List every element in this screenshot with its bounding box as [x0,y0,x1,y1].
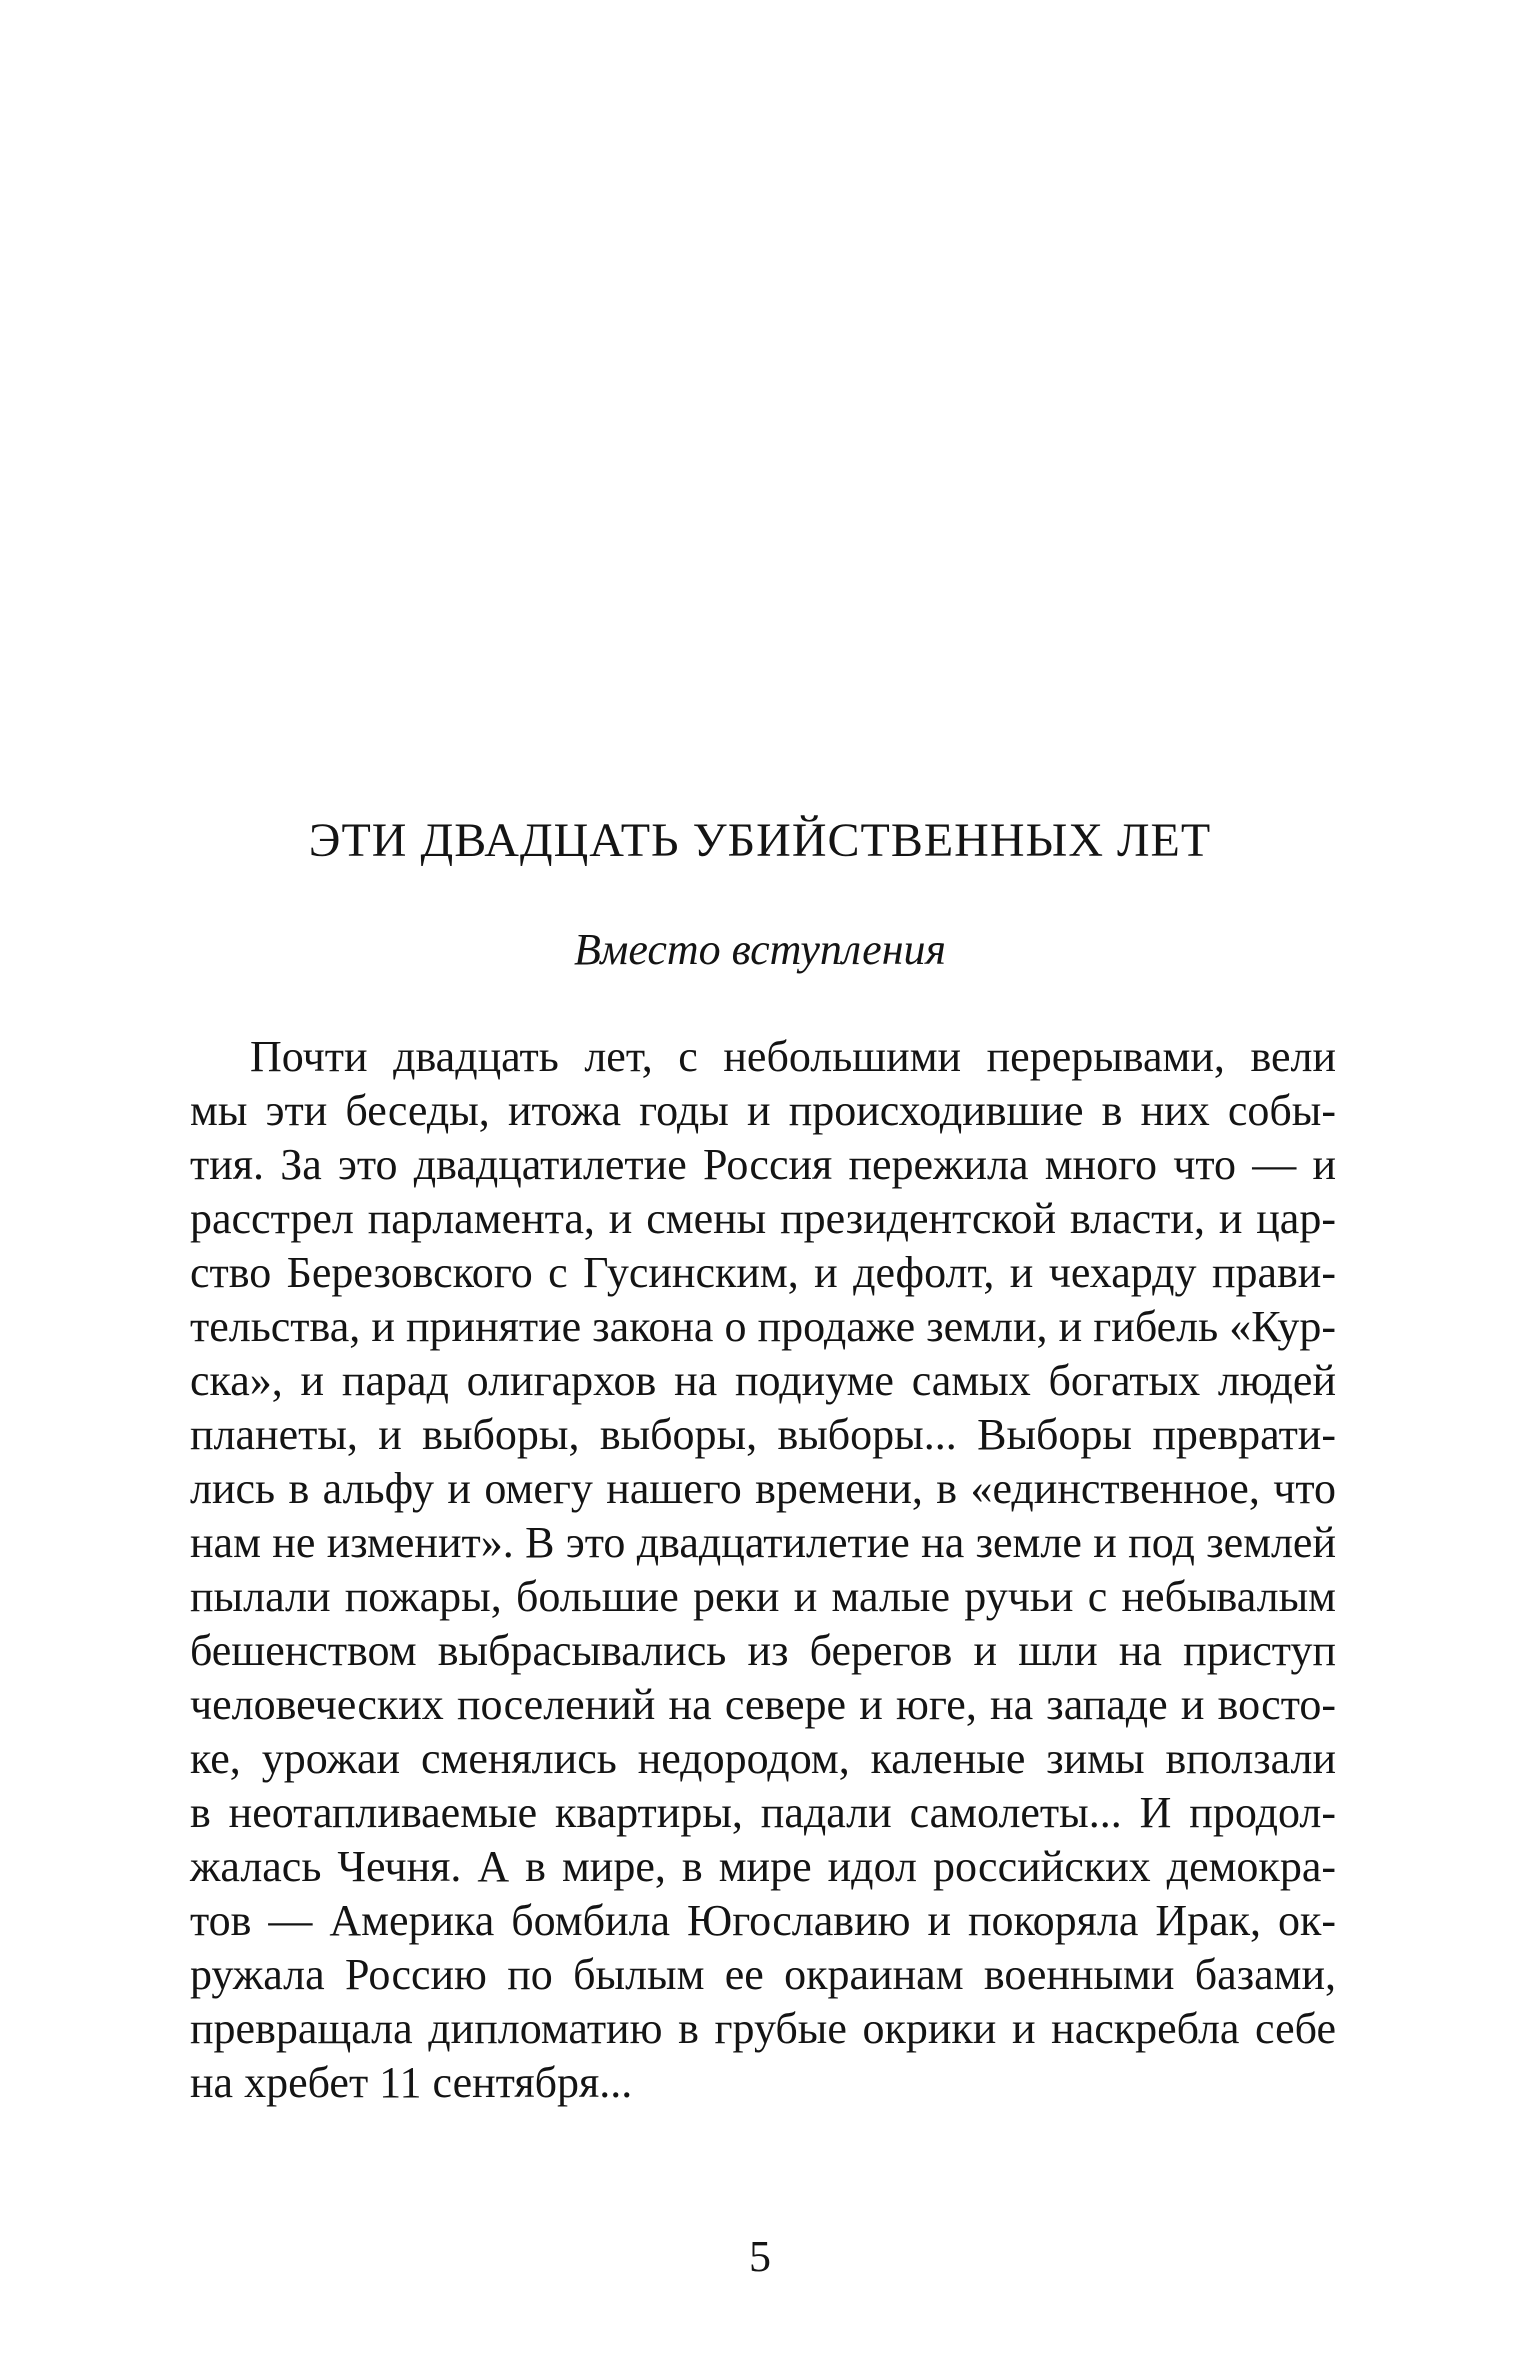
text-line: мы эти беседы, итожа годы и происходившие в них собы- [190,1086,1336,1135]
text-line: превращала дипломатию в грубые окрики и наскребла себе [190,2004,1336,2053]
text-line: тельства, и принятие закона о продаже земли, и гибель «Кур- [190,1302,1336,1351]
text-line: Почти двадцать лет, с небольшими перерывами, вели [250,1032,1336,1081]
text-line: бешенством выбрасывались из берегов и шли на приступ [190,1626,1336,1675]
chapter-title: ЭТИ ДВАДЦАТЬ УБИЙСТВЕННЫХ ЛЕТ [308,814,1212,867]
text-line: нам не изменит». В это двадцатилетие на земле и под землей [190,1518,1336,1567]
text-line: тов — Америка бомбила Югославию и покоряла Ирак, ок- [190,1896,1336,1945]
text-line: ке, урожаи сменялись недородом, каленые зимы вползали [190,1734,1336,1783]
text-line: на хребет 11 сентября... [190,2058,633,2107]
text-line: лись в альфу и омегу нашего времени, в «единственное, что [190,1464,1336,1513]
text-line: планеты, и выборы, выборы, выборы... Выборы преврати- [190,1410,1336,1459]
body-paragraph [190,1030,1336,2110]
page-number: 5 [749,2232,771,2281]
text-line: жалась Чечня. А в мире, в мире идол российских демокра- [190,1842,1336,1891]
chapter-subtitle: Вместо вступления [574,925,946,974]
text-line: ство Березовского с Гусинским, и дефолт, и чехарду прави- [190,1248,1336,1297]
text-line: ска», и парад олигархов на подиуме самых богатых людей [190,1356,1336,1405]
text-line: пылали пожары, большие реки и малые ручьи с небывалым [190,1572,1336,1621]
text-line: человеческих поселений на севере и юге, на западе и восто- [190,1680,1336,1729]
text-line: расстрел парламента, и смены президентской власти, и цар- [190,1194,1336,1243]
text-line: тия. За это двадцатилетие Россия пережила много что — и [190,1140,1336,1189]
text-line: в неотапливаемые квартиры, падали самолеты... И продол- [190,1788,1336,1837]
text-line: ружала Россию по былым ее окраинам военными базами, [190,1950,1336,1999]
